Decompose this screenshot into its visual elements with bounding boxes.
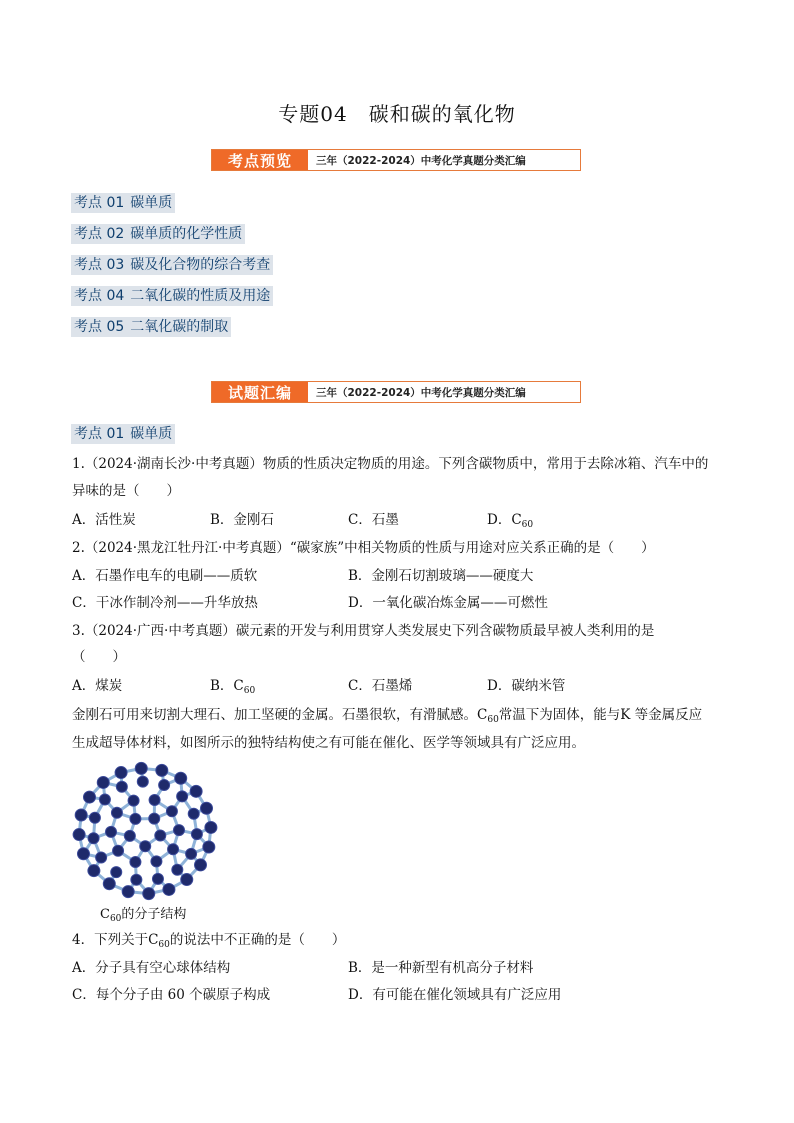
q3-option-b-text: B．C (210, 678, 244, 694)
toc-item-02[interactable] (71, 224, 245, 244)
passage-line1 (72, 706, 702, 729)
section-heading (71, 424, 175, 444)
q1-option-d-subscript: 60 (521, 520, 534, 530)
q1-option-d (487, 511, 533, 534)
caption-subscript: 60 (109, 914, 122, 924)
carbon-atom (97, 776, 109, 788)
q2-option-b: B．金刚石切割玻璃——硬度大 (348, 568, 534, 584)
caption-text: C (100, 907, 110, 922)
carbon-atom (103, 878, 115, 890)
carbon-atom (128, 795, 139, 806)
carbon-atom (191, 829, 202, 840)
page-title: 专题04 碳和碳的氧化物 (278, 102, 516, 126)
q4-option-b: B．是一种新型有机高分子材料 (348, 960, 534, 976)
carbon-atom (124, 830, 135, 841)
q4-stem-subscript: 60 (158, 940, 170, 950)
q2-option-c: C．干冰作制冷剂——升华放热 (72, 595, 258, 611)
toc-num: 考点 03 (74, 257, 125, 273)
c60-molecule-image (70, 760, 220, 902)
toc-label: 碳及化合物的综合考查 (130, 257, 271, 273)
carbon-atom (143, 888, 155, 900)
q3-option-a: A．煤炭 (72, 678, 123, 694)
q3-stem-line1: 3.（2024·广西·中考真题）碳元素的开发与利用贯穿人类发展史下列含碳物质最早被人类利用的是 (72, 623, 655, 639)
carbon-atom (177, 791, 188, 802)
carbon-atom (111, 807, 122, 818)
carbon-atom (201, 802, 213, 814)
carbon-atom (203, 841, 215, 853)
carbon-atom (205, 821, 217, 833)
section-num: 考点 01 (74, 426, 125, 442)
q2-stem-line1: 2.（2024·黑龙江牡丹江·中考真题）“碳家族”中相关物质的性质与用途对应关系正确的是（ ） (72, 540, 655, 556)
q1-option-c: C．石墨 (348, 512, 399, 528)
questions-banner-tag: 试题汇编 (212, 382, 308, 402)
preview-banner-tag: 考点预览 (212, 150, 308, 170)
carbon-atom (163, 883, 175, 895)
carbon-atom (186, 848, 197, 859)
passage-subscript: 60 (487, 715, 499, 725)
q1-option-a: A．活性炭 (72, 512, 136, 528)
carbon-atom (113, 845, 124, 856)
q4-option-a: A．分子具有空心球体结构 (72, 960, 231, 976)
carbon-atom (166, 806, 177, 817)
q3-option-b (210, 677, 255, 700)
questions-banner (211, 381, 581, 403)
toc-item-04[interactable] (71, 286, 273, 306)
q4-option-d: D．有可能在催化领域具有广泛应用 (348, 987, 562, 1003)
carbon-atom (151, 856, 162, 867)
carbon-atom (130, 856, 141, 867)
carbon-atom (135, 762, 147, 774)
section-label: 碳单质 (130, 426, 173, 442)
carbon-atom (106, 826, 117, 837)
q1-stem-line2: 异味的是（ ） (72, 483, 180, 499)
carbon-atom (156, 764, 168, 776)
carbon-atom (131, 874, 142, 885)
q4-option-c: C．每个分子由 60 个碳原子构成 (72, 987, 271, 1003)
carbon-atom (149, 813, 160, 824)
toc-item-01[interactable] (71, 193, 175, 213)
carbon-atom (73, 829, 85, 841)
carbon-atom (137, 776, 148, 787)
preview-banner-subtitle: 三年（2022-2024）中考化学真题分类汇编 (316, 154, 526, 167)
carbon-atom (159, 780, 170, 791)
passage-text-2: 常温下为固体，能与K 等金属反应 (498, 707, 703, 723)
toc-num: 考点 01 (74, 195, 125, 211)
carbon-atom (116, 781, 127, 792)
q3-option-b-subscript: 60 (243, 686, 256, 696)
figure-caption (100, 903, 186, 924)
carbon-atom (175, 772, 187, 784)
passage-text-1: 金刚石可用来切割大理石、加工坚硬的金属。石墨很软，有滑腻感。C (72, 707, 488, 723)
toc-item-03[interactable] (71, 255, 273, 275)
q3-stem-line2: （ ） (72, 649, 126, 665)
toc-label: 二氧化碳的性质及用途 (130, 288, 271, 304)
toc-item-05[interactable] (71, 317, 231, 337)
carbon-atom (181, 874, 193, 886)
preview-banner (211, 149, 581, 171)
carbon-atom (149, 795, 160, 806)
carbon-atom (172, 864, 183, 875)
carbon-atom (88, 865, 100, 877)
questions-banner-subtitle: 三年（2022-2024）中考化学真题分类汇编 (316, 386, 526, 399)
q4-stem-text: 4．下列关于C (72, 932, 159, 948)
toc-num: 考点 02 (74, 226, 125, 242)
carbon-atom (75, 809, 87, 821)
carbon-atom (168, 844, 179, 855)
q2-option-d: D．一氧化碳冶炼金属——可燃性 (348, 595, 548, 611)
carbon-atom (188, 808, 199, 819)
carbon-atom (88, 833, 99, 844)
carbon-atom (152, 873, 163, 884)
q1-option-d-text: D．C (487, 512, 522, 528)
toc-label: 碳单质 (130, 195, 173, 211)
passage-line2: 生成超导体材料，如图所示的独特结构使之有可能在催化、医学等领域具有广泛应用。 (72, 735, 585, 751)
carbon-atom (190, 785, 202, 797)
carbon-atom (99, 794, 110, 805)
carbon-atom (130, 813, 141, 824)
carbon-atom (155, 830, 166, 841)
carbon-atom (96, 852, 107, 863)
q1-stem-line1: 1.（2024·湖南长沙·中考真题）物质的性质决定物质的用途。下列含碳物质中，常用于去除冰箱、汽车中的 (72, 456, 709, 472)
carbon-atom (77, 848, 89, 860)
carbon-atom (173, 825, 184, 836)
carbon-atom (115, 767, 127, 779)
toc-num: 考点 04 (74, 288, 125, 304)
toc-label: 二氧化碳的制取 (130, 319, 229, 335)
q4-stem (72, 931, 345, 954)
q3-option-d: D．碳纳米管 (487, 678, 566, 694)
q2-option-a: A．石墨作电车的电刷——质软 (72, 568, 258, 584)
q3-option-c: C．石墨烯 (348, 678, 413, 694)
toc-label: 碳单质的化学性质 (130, 226, 243, 242)
caption-suffix: 的分子结构 (121, 907, 187, 922)
toc-num: 考点 05 (74, 319, 125, 335)
carbon-atom (195, 859, 207, 871)
carbon-atom (122, 886, 134, 898)
carbon-atom (89, 812, 100, 823)
q1-option-b: B．金刚石 (210, 512, 274, 528)
carbon-atom (111, 867, 122, 878)
carbon-atom (140, 841, 151, 852)
carbon-atom (83, 791, 95, 803)
q4-stem-suffix: 的说法中不正确的是（ ） (169, 932, 346, 948)
